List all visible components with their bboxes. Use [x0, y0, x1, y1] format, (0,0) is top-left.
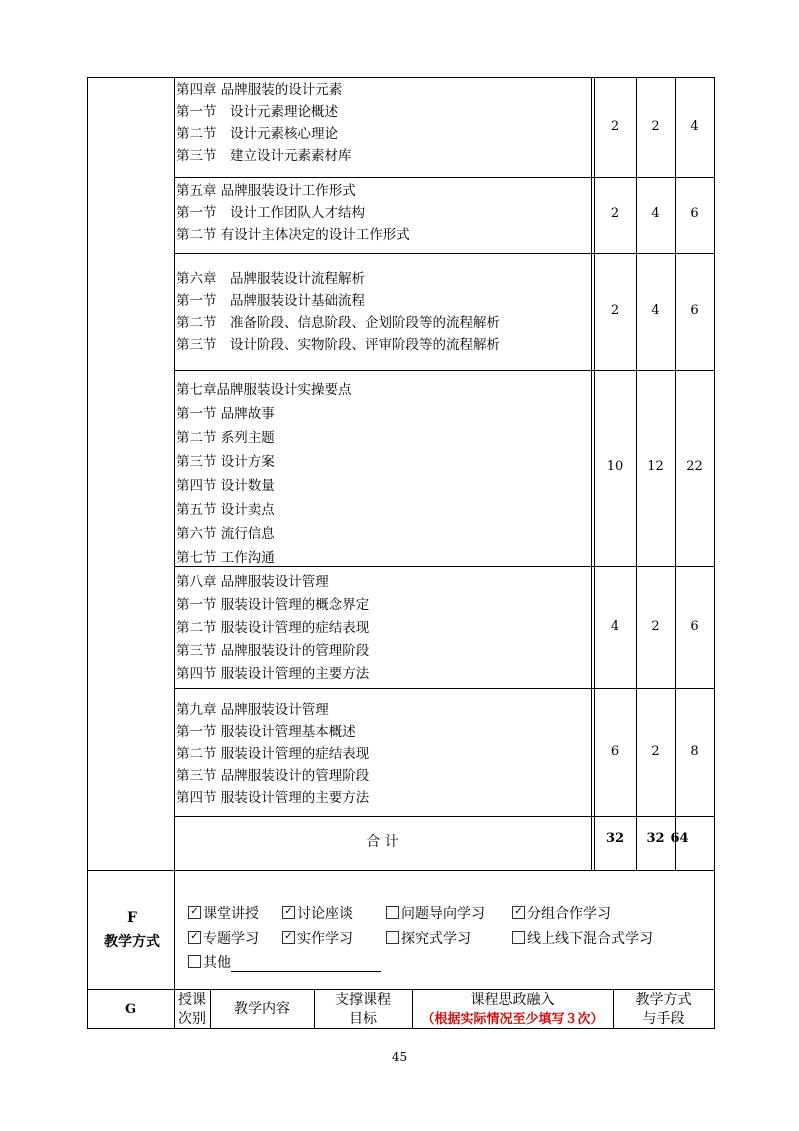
- section-line: 第一节 品牌服装设计基础流程: [176, 293, 365, 309]
- row-sep-3: [174, 370, 715, 371]
- option-discussion[interactable]: ✓ 讨论座谈: [282, 903, 353, 923]
- checkbox-empty-icon[interactable]: [386, 931, 399, 944]
- divider-a-col: [591, 77, 592, 870]
- chapter-6-content: [176, 268, 588, 356]
- option-practical-study[interactable]: ✓ 实作学习: [282, 928, 353, 948]
- chapter-9-content: [176, 699, 588, 809]
- chapter-6-hours-total: 6: [690, 303, 699, 318]
- chapter-title: 第四章 品牌服装的设计元素: [176, 82, 343, 98]
- row-sep-6: [174, 816, 715, 817]
- section-line: 第五节 设计卖点: [176, 502, 275, 518]
- total-hours-a: 32: [605, 831, 625, 846]
- chapter-4-hours-a: 2: [610, 119, 620, 134]
- chapter-5-hours-total: 6: [690, 206, 699, 221]
- border-left: [87, 77, 88, 1029]
- border-top: [87, 77, 715, 78]
- total-hours-total: 64: [670, 831, 689, 846]
- section-line: 第一节 设计元素理论概述: [176, 104, 338, 120]
- divider-label-col: [174, 77, 175, 1029]
- section-line: 第四节 服装设计管理的主要方法: [176, 666, 370, 682]
- chapter-title: 第九章 品牌服装设计管理: [176, 702, 329, 718]
- chapter-9-hours-total: 8: [690, 744, 699, 759]
- other-fill-in-line[interactable]: [231, 957, 381, 972]
- chapter-title: 第五章 品牌服装设计工作形式: [176, 183, 356, 199]
- chapter-7-hours-b: 12: [647, 459, 664, 474]
- chapter-8-hours-total: 6: [690, 619, 699, 634]
- g-col-objective: 支撑课程 目标: [335, 992, 391, 1027]
- row-sep-5: [174, 688, 715, 689]
- section-letter-g: G: [124, 1002, 137, 1017]
- section-line: 第四节 服装设计管理的主要方法: [176, 790, 370, 806]
- chapter-6-hours-a: 2: [610, 303, 620, 318]
- chapter-8-hours-b: 2: [651, 619, 660, 634]
- section-line: 第三节 建立设计元素素材库: [176, 148, 352, 164]
- chapter-5-content: [176, 180, 588, 246]
- chapter-7-content: [176, 378, 588, 570]
- option-group-cooperation[interactable]: ✓ 分组合作学习: [512, 903, 611, 923]
- chapter-title: 第八章 品牌服装设计管理: [176, 574, 329, 590]
- g-col-ideology: 课程思政融入 （根据实际情况至少填写３次）: [412, 991, 613, 1029]
- chapter-7-hours-a: 10: [606, 459, 624, 474]
- section-line: 第一节 设计工作团队人才结构: [176, 205, 365, 221]
- teaching-section-label: [88, 906, 176, 954]
- chapter-8-hours-a: 4: [610, 619, 620, 634]
- option-inquiry-study[interactable]: 探究式学习: [386, 928, 471, 948]
- row-sep-teaching: [87, 989, 715, 990]
- chapter-9-hours-b: 2: [651, 744, 660, 759]
- total-hours-b: 32: [646, 831, 665, 846]
- checkbox-empty-icon[interactable]: [386, 906, 399, 919]
- section-line: 第四节 设计数量: [176, 478, 275, 494]
- section-line: 第三节 品牌服装设计的管理阶段: [176, 768, 370, 784]
- checkbox-checked-icon[interactable]: [282, 931, 295, 944]
- option-lecture[interactable]: ✓课堂讲授: [188, 903, 259, 923]
- teaching-method-title: 教学方式: [104, 934, 160, 950]
- chapter-title: 第六章 品牌服装设计流程解析: [176, 271, 365, 287]
- chapter-4-content: [176, 79, 588, 167]
- checkbox-empty-icon[interactable]: [188, 955, 201, 968]
- page-number: 45: [391, 1050, 408, 1064]
- g-col-content: 教学内容: [234, 1001, 290, 1017]
- section-line: 第一节 品牌故事: [176, 406, 275, 422]
- chapter-7-hours-total: 22: [686, 459, 703, 474]
- chapter-6-hours-b: 4: [651, 303, 660, 318]
- section-line: 第二节 系列主题: [176, 430, 275, 446]
- chapter-5-hours-a: 2: [610, 206, 620, 221]
- section-line: 第七节 工作沟通: [176, 550, 275, 566]
- g-col-method: 教学方式 与手段: [635, 992, 692, 1027]
- chapter-title: 第七章品牌服装设计实操要点: [176, 382, 352, 398]
- chapter-9-hours-a: 6: [610, 744, 620, 759]
- section-line: 第二节 设计元素核心理论: [176, 126, 338, 142]
- section-line: 第六节 流行信息: [176, 526, 275, 542]
- option-other[interactable]: 其他: [188, 952, 381, 972]
- g-col-session: 授课 次别: [178, 992, 206, 1027]
- row-sep-total: [87, 870, 715, 871]
- section-line: 第三节 品牌服装设计的管理阶段: [176, 643, 370, 659]
- option-problem-based[interactable]: 问题导向学习: [386, 903, 485, 923]
- chapter-8-content: [176, 571, 588, 686]
- total-label: 合 计: [366, 834, 399, 850]
- checkbox-checked-icon[interactable]: [282, 906, 295, 919]
- section-line: 第二节 有设计主体决定的设计工作形式: [176, 227, 410, 243]
- section-line: 第三节 设计阶段、实物阶段、评审阶段等的流程解析: [176, 337, 500, 353]
- section-line: 第一节 服装设计管理的概念界定: [176, 597, 370, 613]
- checkbox-checked-icon[interactable]: [512, 906, 525, 919]
- section-letter-f: F: [127, 910, 137, 926]
- section-line: 第三节 设计方案: [176, 454, 275, 470]
- chapter-5-hours-b: 4: [651, 206, 660, 221]
- checkbox-checked-icon[interactable]: [188, 906, 201, 919]
- section-line: 第二节 服装设计管理的症结表现: [176, 746, 370, 762]
- option-topic-study[interactable]: ✓专题学习: [188, 928, 259, 948]
- border-right: [714, 77, 715, 1029]
- section-line: 第一节 服装设计管理基本概述: [176, 724, 356, 740]
- chapter-4-hours-total: 4: [690, 119, 699, 134]
- row-sep-2: [174, 253, 715, 254]
- checkbox-empty-icon[interactable]: [512, 931, 525, 944]
- chapter-4-hours-b: 2: [651, 119, 660, 134]
- row-sep-1: [174, 177, 715, 178]
- checkbox-checked-icon[interactable]: [188, 931, 201, 944]
- section-line: 第二节 准备阶段、信息阶段、企划阶段等的流程解析: [176, 315, 500, 331]
- option-blended-learning[interactable]: 线上线下混合式学习: [512, 928, 653, 948]
- g-col-ideology-note: （根据实际情况至少填写３次）: [421, 1012, 604, 1027]
- section-line: 第二节 服装设计管理的症结表现: [176, 620, 370, 636]
